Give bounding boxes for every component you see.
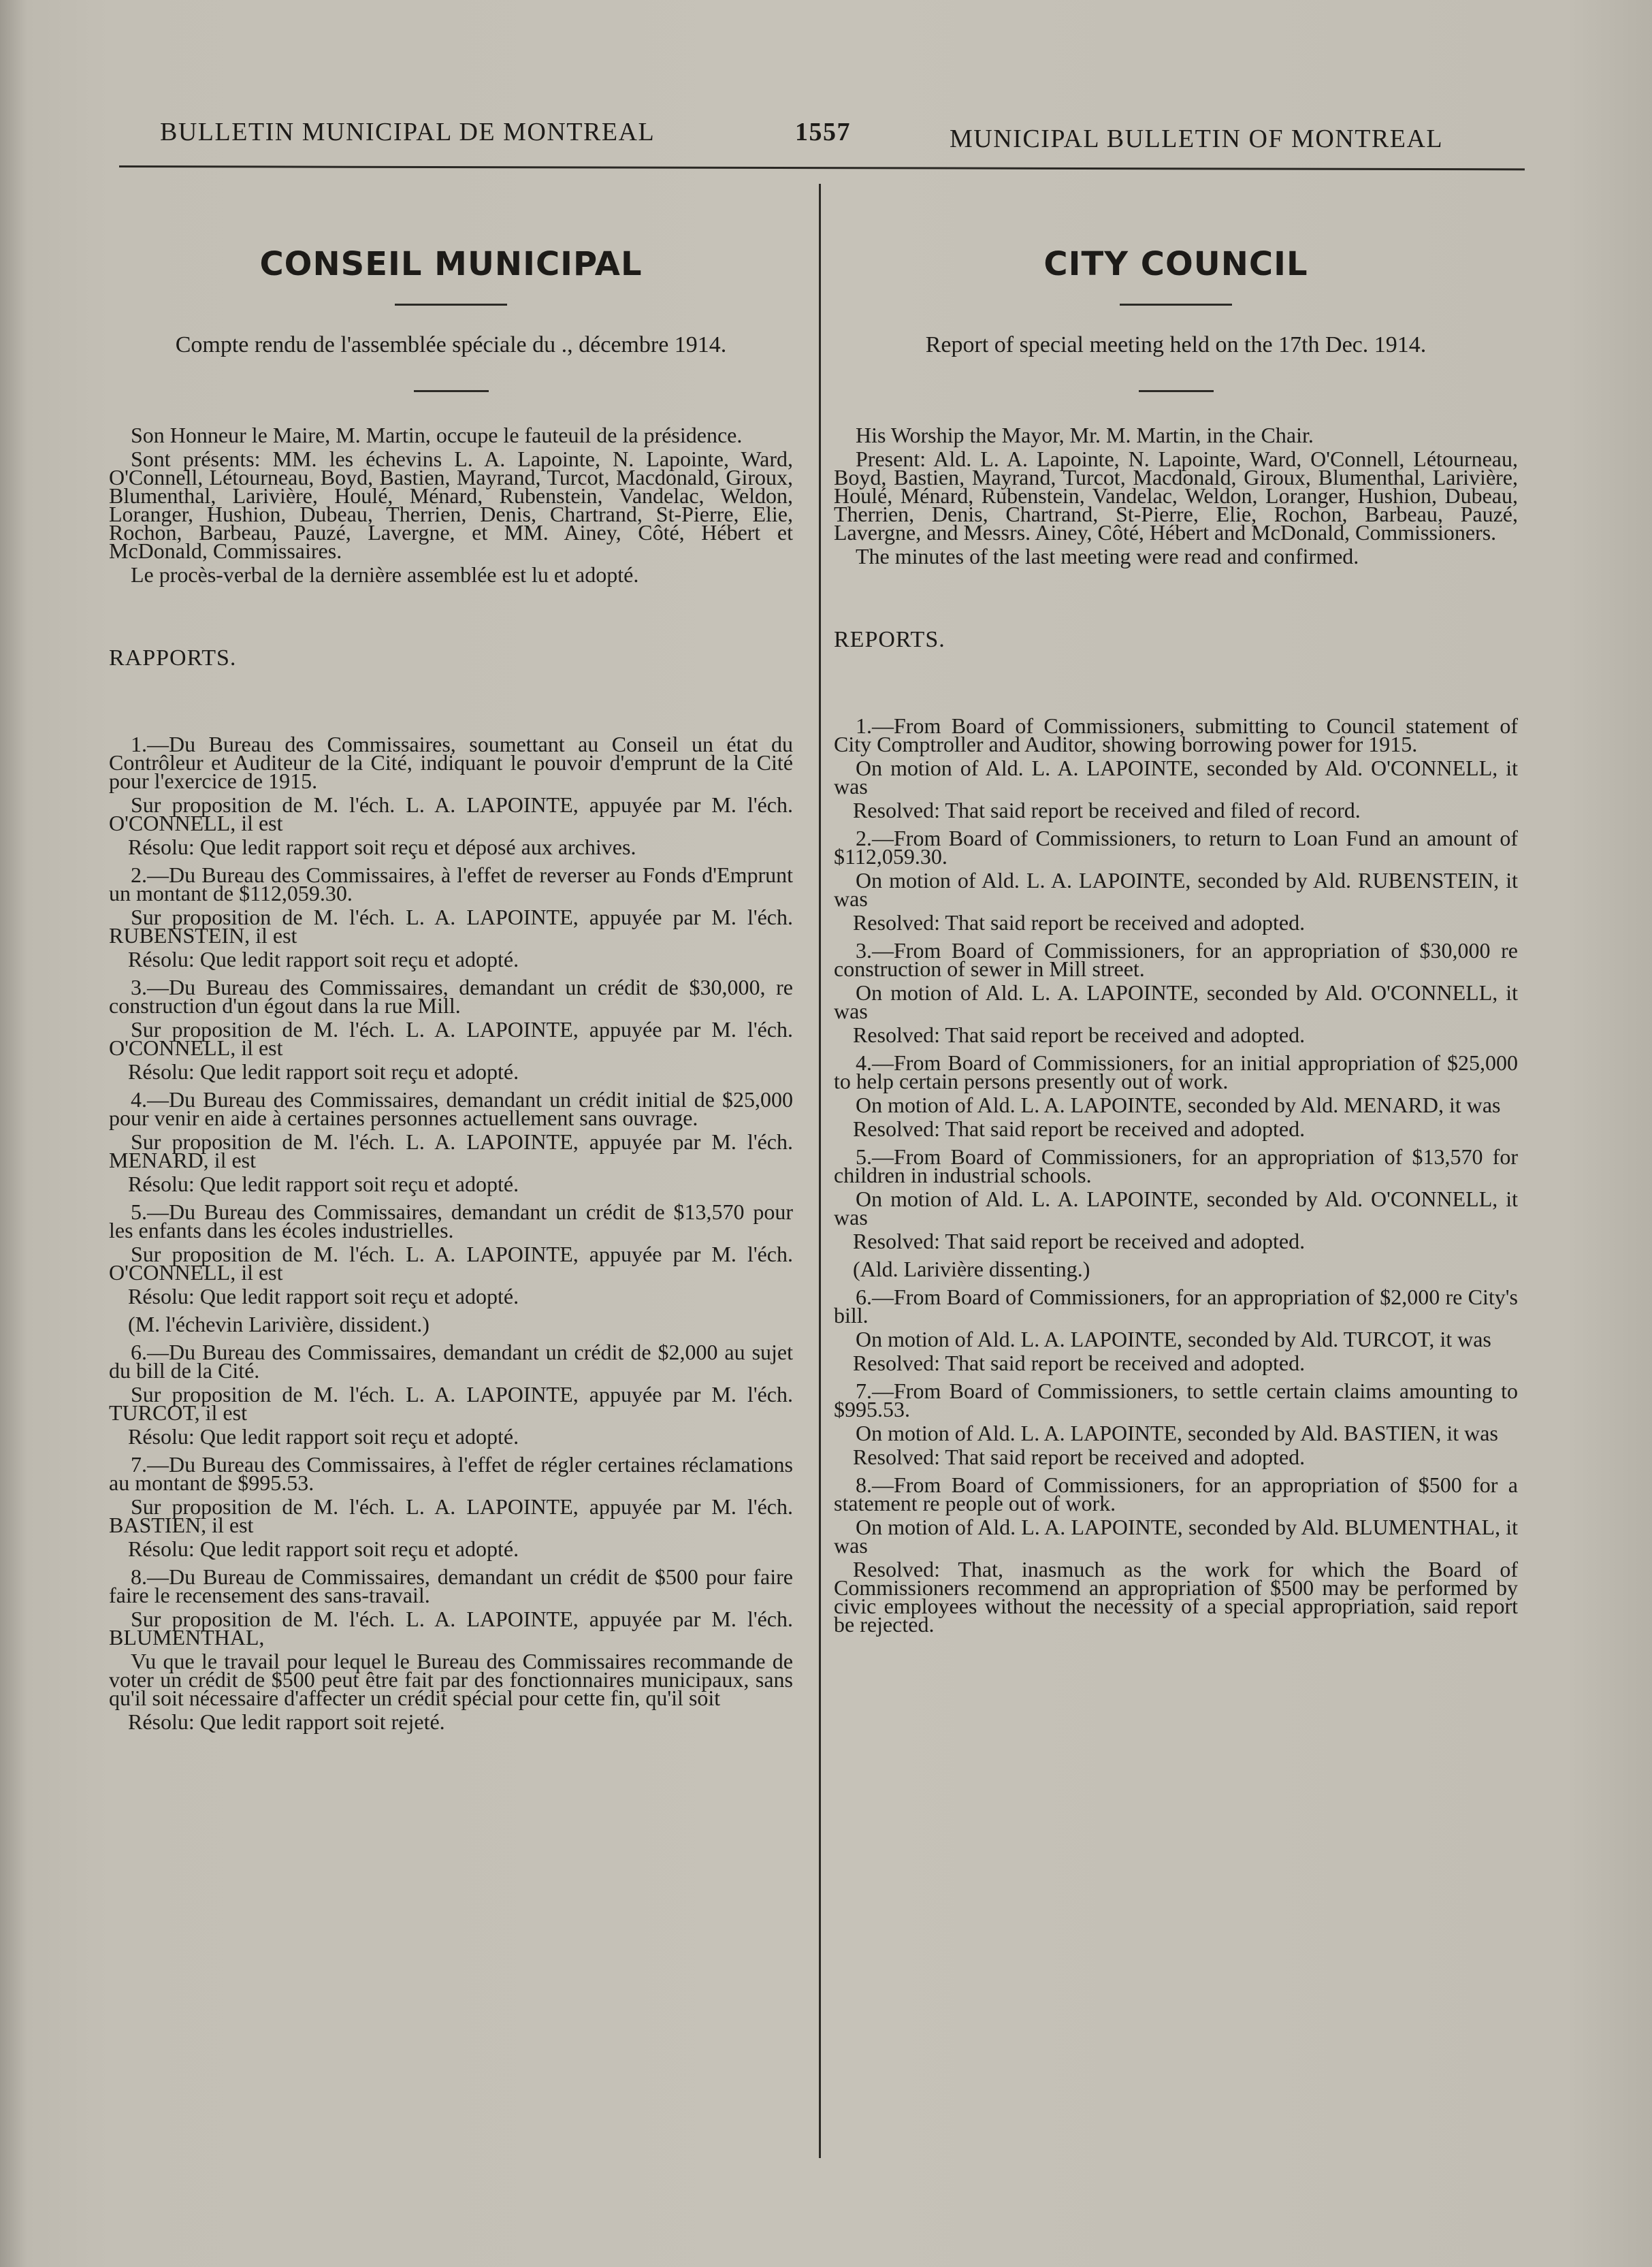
item-motion: On motion of Ald. L. A. LAPOINTE, seconded by Ald. TURCOT, it was [856,1327,1491,1351]
french-intro-present: Sont présents: MM. les échevins L. A. Lapointe, N. Lapointe, Ward, O'Connell, Létourneau, Boyd, Bastien, Mayrand, Turcot, Macdonald, Giroux, Blumenthal, Larivière, Houlé, Ménard, Rubenstein, Vandelac, Weldon, Loranger, Hushion, Dubeau, Therrien, Denis, Chartrand, St-Pierre, Elie, Rochon, Barbeau, Pauzé, Lavergne, et MM. Ainey, Côté, Hébert et McDonald, Commissaires. [109,447,793,563]
english-item-4 [834,1050,1518,1141]
english-intro-chair: His Worship the Mayor, Mr. M. Martin, in the Chair. [856,423,1314,447]
english-intro-minutes: The minutes of the last meeting were read and confirmed. [856,544,1359,568]
english-item-6 [834,1285,1518,1375]
item-resolution: Resolved: That said report be received and adopted. [853,1229,1306,1253]
item-resolution: Resolved: That said report be received and adopted. [853,910,1306,935]
item-resolution: Résolu: Que ledit rapport soit reçu et adopté. [128,1172,519,1196]
item-resolution: Resolved: That said report be received and adopted. [853,1445,1306,1469]
english-column [834,231,1518,1643]
item-text: 2.—From Board of Commissioners, to return to Loan Fund an amount of $112,059.30. [834,826,1518,869]
item-resolution: Résolu: Que ledit rapport soit reçu et adopté. [128,1059,519,1084]
item-text: 4.—Du Bureau des Commissaires, demandant un crédit initial de $25,000 pour venir en aide à certaines personnes actuellement sans ouvrage. [109,1087,793,1130]
header-english-title: MUNICIPAL BULLETIN OF MONTREAL [950,125,1444,153]
header-rule [119,165,1525,170]
item-motion: On motion of Ald. L. A. LAPOINTE, seconded by Ald. O'CONNELL, it was [834,980,1518,1023]
item-resolution: Resolved: That, inasmuch as the work for which the Board of Commissioners recommend an appropriation of $500 may be performed by civic employees without the necessity of a special appropriation, said report be rejected. [834,1557,1518,1637]
item-motion: On motion of Ald. L. A. LAPOINTE, seconded by Ald. MENARD, it was [856,1093,1501,1117]
subtitle-rule [1139,390,1214,392]
item-text: 5.—From Board of Commissioners, for an appropriation of $13,570 for children in industrial schools. [834,1144,1518,1187]
item-text: 4.—From Board of Commissioners, for an initial appropriation of $25,000 to help certain persons presently out of work. [834,1050,1518,1093]
french-intro-minutes: Le procès-verbal de la dernière assemblée est lu et adopté. [131,562,639,587]
item-motion: Sur proposition de M. l'éch. L. A. LAPOINTE, appuyée par M. l'éch. O'CONNELL, il est [109,792,793,835]
item-resolution: Résolu: Que ledit rapport soit reçu et adopté. [128,1424,519,1449]
item-resolution: Résolu: Que ledit rapport soit reçu et adopté. [128,1284,519,1308]
item-motion: On motion of Ald. L. A. LAPOINTE, seconded by Ald. O'CONNELL, it was [834,756,1518,799]
item-resolution: Résolu: Que ledit rapport soit reçu et adopté. [128,947,519,971]
item-dissent-note: (Ald. Larivière dissenting.) [853,1257,1090,1281]
item-motion: Sur proposition de M. l'éch. L. A. LAPOINTE, appuyée par M. l'éch. TURCOT, il est [109,1382,793,1425]
item-motion: Sur proposition de M. l'éch. L. A. LAPOINTE, appuyée par M. l'éch. O'CONNELL, il est [109,1017,793,1060]
french-item-3 [109,975,793,1084]
item-motion: On motion of Ald. L. A. LAPOINTE, seconded by Ald. RUBENSTEIN, it was [834,868,1518,911]
french-item-5 [109,1200,793,1336]
item-extra: Vu que le travail pour lequel le Bureau des Commissaires recommande de voter un crédit de $500 peut être fait par des fonctionnaires municipaux, sans qu'il soit nécessaire d'affecter un crédit spécial pour cette fin, qu'il soit [109,1649,793,1710]
subtitle-rule [414,390,489,392]
french-subtitle: Compte rendu de l'assemblée spéciale du ., décembre 1914. [175,332,727,357]
item-motion: Sur proposition de M. l'éch. L. A. LAPOINTE, appuyée par M. l'éch. MENARD, il est [109,1129,793,1172]
english-item-5 [834,1144,1518,1281]
page-number: 1557 [795,118,851,146]
item-text: 6.—From Board of Commissioners, for an appropriation of $2,000 re City's bill. [834,1285,1518,1328]
french-item-4 [109,1087,793,1196]
french-item-1 [109,732,793,859]
item-text: 8.—Du Bureau de Commissaires, demandant un crédit de $500 pour faire faire le recensement des sans-travail. [109,1564,793,1607]
item-text: 1.—From Board of Commissioners, submitting to Council statement of City Comptroller and Auditor, showing borrowing power for 1915. [834,713,1518,756]
item-dissent-note: (M. l'échevin Larivière, dissident.) [128,1312,430,1336]
french-item-7 [109,1452,793,1561]
english-title: CITY COUNCIL [1043,245,1308,283]
item-text: 1.—Du Bureau des Commissaires, soumettant au Conseil un état du Contrôleur et Auditeur de la Cité, indiquant le pouvoir d'emprunt de la Cité pour l'exercice de 1915. [109,732,793,793]
french-item-2 [109,863,793,971]
english-item-3 [834,938,1518,1047]
english-item-1 [834,713,1518,822]
french-item-8 [109,1564,793,1734]
item-resolution: Resolved: That said report be received and adopted. [853,1351,1306,1375]
column-divider [819,184,821,2158]
item-text: 5.—Du Bureau des Commissaires, demandant un crédit de $13,570 pour les enfants dans les écoles industrielles. [109,1200,793,1242]
french-item-6 [109,1340,793,1449]
item-text: 7.—From Board of Commissioners, to settle certain claims amounting to $995.53. [834,1379,1518,1421]
item-resolution: Résolu: Que ledit rapport soit reçu et adopté. [128,1537,519,1561]
french-intro-chair: Son Honneur le Maire, M. Martin, occupe le fauteuil de la présidence. [131,423,743,447]
running-head [0,114,1652,155]
title-rule [1120,304,1232,306]
item-resolution: Resolved: That said report be received and adopted. [853,1116,1306,1141]
item-motion: Sur proposition de M. l'éch. L. A. LAPOINTE, appuyée par M. l'éch. RUBENSTEIN, il est [109,905,793,948]
title-rule [395,304,507,306]
english-subtitle: Report of special meeting held on the 17th Dec. 1914. [925,332,1427,357]
item-text: 2.—Du Bureau des Commissaires, à l'effet de reverser au Fonds d'Emprunt un montant de $112,059.30. [109,863,793,905]
item-text: 3.—Du Bureau des Commissaires, demandant un crédit de $30,000, re construction d'un égout dans la rue Mill. [109,975,793,1018]
header-french-title: BULLETIN MUNICIPAL DE MONTREAL [160,118,655,146]
item-text: 3.—From Board of Commissioners, for an appropriation of $30,000 re construction of sewer in Mill street. [834,938,1518,981]
item-motion: Sur proposition de M. l'éch. L. A. LAPOINTE, appuyée par M. l'éch. BASTIEN, il est [109,1494,793,1537]
english-item-2 [834,826,1518,935]
french-column [109,231,793,1741]
item-resolution: Resolved: That said report be received and adopted. [853,1023,1306,1047]
item-motion: On motion of Ald. L. A. LAPOINTE, seconded by Ald. BLUMENTHAL, it was [834,1515,1518,1558]
english-item-7 [834,1379,1518,1469]
item-motion: On motion of Ald. L. A. LAPOINTE, seconded by Ald. BASTIEN, it was [856,1421,1498,1445]
item-motion: Sur proposition de M. l'éch. L. A. LAPOINTE, appuyée par M. l'éch. BLUMENTHAL, [109,1607,793,1650]
item-motion: On motion of Ald. L. A. LAPOINTE, seconded by Ald. O'CONNELL, it was [834,1187,1518,1229]
item-text: 8.—From Board of Commissioners, for an appropriation of $500 for a statement re people out of work. [834,1473,1518,1515]
english-intro-present: Present: Ald. L. A. Lapointe, N. Lapointe, Ward, O'Connell, Létourneau, Boyd, Bastien, Mayrand, Turcot, Macdonald, Giroux, Blumenthal, Larivière, Houlé, Ménard, Rubenstein, Vandelac, Weldon, Loranger, Hushion, Dubeau, Therrien, Denis, Chartrand, St-Pierre, Elie, Rochon, Barbeau, Pauzé, Lavergne, and Messrs. Ainey, Côté, Hébert and McDonald, Commissioners. [834,447,1518,545]
item-text: 7.—Du Bureau des Commissaires, à l'effet de régler certaines réclamations au montant de $995.53. [109,1452,793,1495]
item-resolution: Resolved: That said report be received and filed of record. [853,798,1361,822]
english-section-label: REPORTS. [834,627,945,652]
item-motion: Sur proposition de M. l'éch. L. A. LAPOINTE, appuyée par M. l'éch. O'CONNELL, il est [109,1242,793,1285]
french-title: CONSEIL MUNICIPAL [259,245,643,283]
item-text: 6.—Du Bureau des Commissaires, demandant un crédit de $2,000 au sujet du bill de la Cité. [109,1340,793,1383]
french-section-label: RAPPORTS. [109,645,237,671]
item-resolution: Résolu: Que ledit rapport soit reçu et déposé aux archives. [128,835,636,859]
english-item-8 [834,1473,1518,1637]
item-resolution: Résolu: Que ledit rapport soit rejeté. [128,1709,445,1734]
